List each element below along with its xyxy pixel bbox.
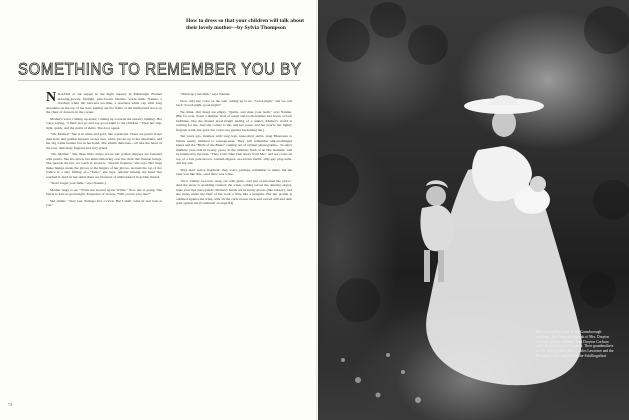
paragraph: Mother's voice coming up-stairs; coming up towards the nursery landing. Her voice saying, "I must just go and say good-night to the children." Then her step, light, quick, and the rustle of skirts. The door opens. <box>46 116 162 130</box>
boy-leg-left <box>424 250 430 282</box>
paragraph: We drink. Our mugs are empty. "Quick, and rinse your teeth," says Nannie. (But for ever, down a number vista of songs and tooth-brushes and seven o'clock bedtimes, like the distant jewel-bright ending of a tunnel, Mother's world is waiting for me. And she comes to me, and her roses, and her pearls, her lightly fragrant scent, her gold, her voice, her gesture beckoning me.) <box>176 109 292 132</box>
paragraph: "Oh, Mother." The three little straps across her golden slippers are fastened with pearls. She sits down, her skirts billowing over the chair that Nannie brings. She spreads the fan, we touch it, stroke it. "Ostrich feathers," she says. Her rings make bumps under the gloves at the fingers of her gloves. Around the top of her bodice is a tiny frilling of—"Tulle," she says, quickly kissing my head that touched it. And on her skirts there are flounces of embroidered in golden thread. <box>46 152 162 179</box>
portrait-photograph <box>318 0 629 420</box>
paragraph: "Oh, Mother!" She is in white and gold, like a princess. There are pearls in her dark hair, and golden slippers on her feet, white gloves up to her shoulders, and her big white feather fan in her hand. She smells delicious—all like the heart of the rose, delicately fragrant and very grand. <box>46 132 162 150</box>
paragraph-text: ICASSO at our supper in the night nursery in Edinburgh. Flannel dressing-gowny, firelight, pale-brown biscuits, warm milk. Nannie, a starched white bib between tea-time, a starched white cap with long streamers on the top of her hair, putting out the flame of the methylated stove on the chest of drawers in the corner. <box>46 92 162 114</box>
boy-leg-right <box>438 250 444 282</box>
paragraph: "Poor Johnny tree-tote, sung out with gusto, and just overlooked the place." And the snow is sparkling crusted; the wind, coming across the dancing slopes, bites your lips and eyelids. Mother's hands are in funny gloves (like babies'), and she tucks under the fluff of her look a little like a penguin. But her profile is outlined against the wind, with all the curls blown back and carved still and dark gold against the (Continued on page 84) <box>176 178 292 205</box>
body-column-2 <box>176 92 292 208</box>
article-subtitle: How to dress so that your children will talk about their lovely mother—by Sylvia Thompson <box>186 18 304 32</box>
paragraph: She smiles. "Very late. Perhaps five o'clock. But I shall come in and look at you." <box>46 198 162 207</box>
paragraph <box>46 92 162 115</box>
paragraph: Mother sings to us: "Walts me around again, Willie." Now she is going. She bends to kiss us good-night. Fragrance of violets. "Will you be very late?" <box>46 187 162 196</box>
paragraph: "Drink up your milk," says Nannie. <box>180 92 231 96</box>
page-number: 74 <box>8 402 12 407</box>
article-headline: SOMETHING TO REMEMBER YOU BY <box>18 60 302 80</box>
headline-rule <box>18 80 300 81</box>
baby-gown <box>514 186 550 214</box>
paragraph: "Don't forget your milk," says Nannie.) <box>50 181 106 185</box>
right-page <box>318 0 629 420</box>
mother-hat-crown <box>490 95 518 105</box>
boy-face <box>426 186 446 206</box>
paragraph: Now, only her voice on the stair calling up to us: "Good-night," and we call back "Good-night, good-night!" <box>176 98 292 107</box>
ground-flowers <box>341 353 421 403</box>
body-column-1 <box>46 92 162 210</box>
photo-caption: Memory-book portrait: In the Gainsborough tradition—this Horst photograph of Mrs. Drayton Cochran and her children, John Drayton Cochran and Charles Lawrence Cochran. Their grandmothers are the distinguished Mrs. Charles Lawrence and the Baroness Cecile von Hohenlohe-Schillingsfürst <box>536 330 614 358</box>
boy-outfit <box>420 205 454 251</box>
baby-face <box>530 176 546 192</box>
paragraph: They don't notice fragment; they won't, perhaps, remember to name, but the taste was like this—and there was a line. <box>176 167 292 176</box>
paragraph: Ten years ago, mothers with long legs, knee-short skirts, snug Bluetones to babies nearly imitated to teenage-ness. They will remember silk-stockinged knees and the "Birds of the Blues" coming out of cabinet phonographs... To-day's mummy year-olds in twenty years, in the timeless flash of an idle moment, will be haunted by the tune, "They Can't Take That Away from Me," and see cocks on top of a fair pale-brown, tousled-dipped, sea-brown limbs, silly-gay play-suits, and hot sun. <box>176 134 292 165</box>
drop-cap: N <box>46 90 57 105</box>
